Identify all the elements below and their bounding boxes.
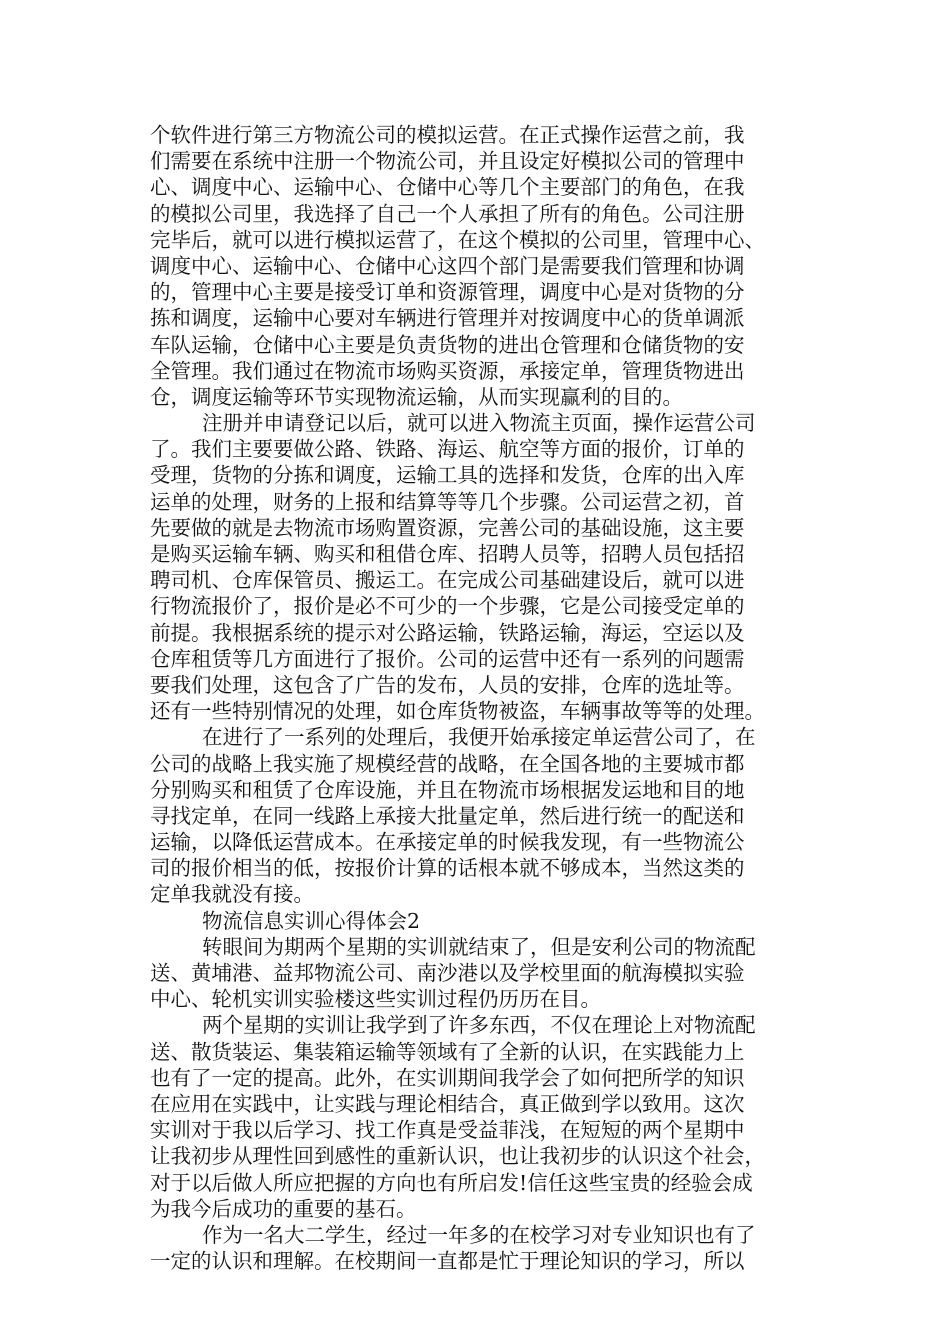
text-line: 一定的认识和理解。在校期间一直都是忙于理论知识的学习，所以 <box>150 1249 745 1274</box>
text-line: 分别购买和租赁了仓库设施，并且在物流市场根据发运地和目的地 <box>150 777 745 802</box>
text-line: 定单我就没有接。 <box>150 882 314 907</box>
text-line: 公司的战略上我实施了规模经营的战略，在全国各地的主要城市都 <box>150 751 745 776</box>
text-line: 司的报价相当的低，按报价计算的话根本就不够成本，当然这类的 <box>150 856 745 881</box>
text-line: 个软件进行第三方物流公司的模拟运营。在正式操作运营之前，我 <box>150 123 745 147</box>
text-line: 中心、轮机实训实验楼这些实训过程仍历历在目。 <box>150 987 601 1012</box>
text-line: 为我今后成功的重要的基石。 <box>150 1196 417 1221</box>
text-line: 的模拟公司里，我选择了自己一个人承担了所有的角色。公司注册 <box>150 201 745 226</box>
text-line: 运输，以降低运营成本。在承接定单的时候我发现，有一些物流公 <box>150 830 745 855</box>
text-line: 送、散货装运、集装箱运输等领域有了全新的认识，在实践能力上 <box>150 1039 745 1064</box>
text-line: 完毕后，就可以进行模拟运营了，在这个模拟的公司里，管理中心、 <box>150 227 765 252</box>
text-line: 仓，调度运输等环节实现物流运输，从而实现赢利的目的。 <box>150 384 683 409</box>
text-line: 心、调度中心、运输中心、仓储中心等几个主要部门的角色，在我 <box>150 175 745 200</box>
text-line: 受理，货物的分拣和调度，运输工具的选择和发货，仓库的出入库 <box>150 463 745 488</box>
text-line: 实训对于我以后学习、找工作真是受益菲浅，在短短的两个星期中 <box>150 1118 745 1143</box>
paragraph-start-line: 转眼间为期两个星期的实训就结束了，但是安利公司的物流配 <box>202 934 756 959</box>
paragraph-start-line: 作为一名大二学生，经过一年多的在校学习对专业知识也有了 <box>202 1222 756 1247</box>
text-line: 让我初步从理性回到感性的重新认识，也让我初步的认识这个社会， <box>150 1144 765 1169</box>
text-line: 行物流报价了，报价是必不可少的一个步骤，它是公司接受定单的 <box>150 594 745 619</box>
text-line: 拣和调度，运输中心要对车辆进行管理并对按调度中心的货单调派 <box>150 306 745 331</box>
paragraph-start-line: 注册并申请登记以后，就可以进入物流主页面，操作运营公司 <box>202 411 756 436</box>
text-line: 寻找定单，在同一线路上承接大批量定单，然后进行统一的配送和 <box>150 803 745 828</box>
text-line: 在应用在实践中，让实践与理论相结合，真正做到学以致用。这次 <box>150 1091 745 1116</box>
text-line: 的，管理中心主要是接受订单和资源管理，调度中心是对货物的分 <box>150 280 745 305</box>
text-line: 仓库租赁等几方面进行了报价。公司的运营中还有一系列的问题需 <box>150 646 745 671</box>
text-line: 是购买运输车辆、购买和租借仓库、招聘人员等，招聘人员包括招 <box>150 542 745 566</box>
text-line: 们需要在系统中注册一个物流公司，并且设定好模拟公司的管理中 <box>150 149 745 174</box>
text-line: 对于以后做人所应把握的方向也有所启发!信任这些宝贵的经验会成 <box>150 1170 753 1195</box>
text-line: 先要做的就是去物流市场购置资源，完善公司的基础设施，这主要 <box>150 515 745 540</box>
text-line: 全管理。我们通过在物流市场购买资源，承接定单，管理货物进出 <box>150 358 745 383</box>
text-line: 调度中心、运输中心、仓储中心这四个部门是需要我们管理和协调 <box>150 253 745 278</box>
section-heading: 物流信息实训心得体会2 <box>202 908 421 933</box>
text-line: 运单的处理，财务的上报和结算等等几个步骤。公司运营之初，首 <box>150 489 745 514</box>
text-line: 要我们处理，这包含了广告的发布，人员的安排，仓库的选址等。 <box>150 672 745 697</box>
text-line: 车队运输，仓储中心主要是负责货物的进出仓管理和仓储货物的安 <box>150 332 745 357</box>
text-line: 前提。我根据系统的提示对公路运输，铁路运输，海运，空运以及 <box>150 620 745 645</box>
text-line: 也有了一定的提高。此外，在实训期间我学会了如何把所学的知识 <box>150 1065 745 1090</box>
text-line: 了。我们主要要做公路、铁路、海运、航空等方面的报价，订单的 <box>150 437 745 462</box>
paragraph-start-line: 两个星期的实训让我学到了许多东西，不仅在理论上对物流配 <box>202 1013 756 1038</box>
text-line: 还有一些特别情况的处理，如仓库货物被盗，车辆事故等等的处理。 <box>150 699 765 724</box>
text-line: 聘司机、仓库保管员、搬运工。在完成公司基础建设后，就可以进 <box>150 568 745 593</box>
paragraph-start-line: 在进行了一系列的处理后，我便开始承接定单运营公司了，在 <box>202 725 756 750</box>
document-page <box>150 122 820 1274</box>
text-line: 送、黄埔港、益邦物流公司、南沙港以及学校里面的航海模拟实验 <box>150 961 745 985</box>
